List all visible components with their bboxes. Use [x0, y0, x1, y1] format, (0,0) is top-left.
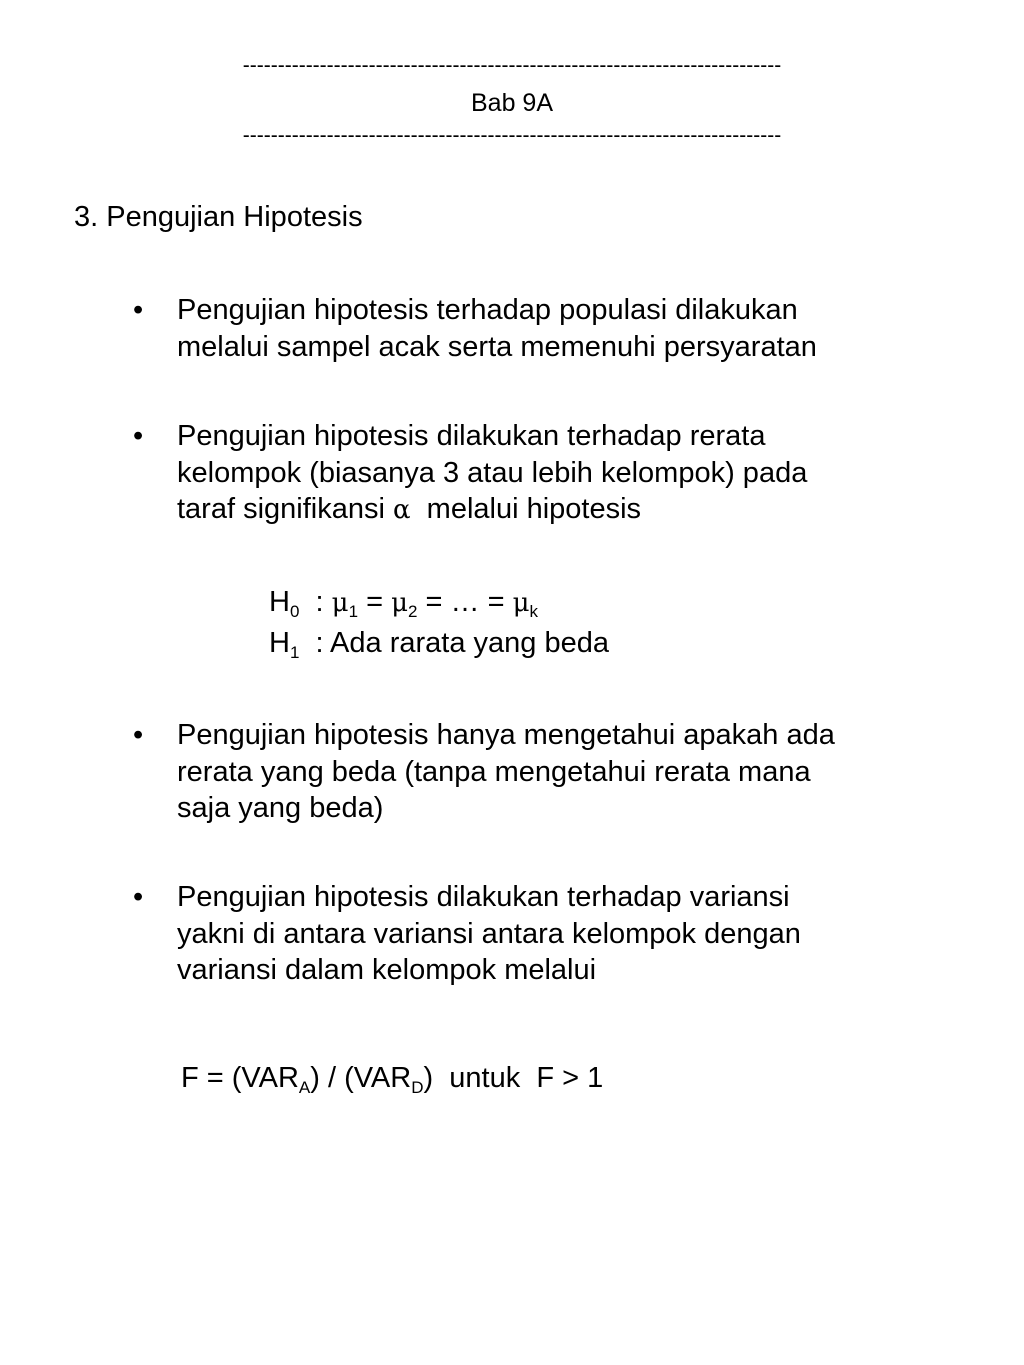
bullet-line: yakni di antara variansi antara kelompok dengan — [177, 917, 801, 950]
chapter-title: Bab 9A — [470, 89, 553, 117]
bullet-line: variansi dalam kelompok melalui — [177, 954, 597, 986]
formula-middle: ) / (VAR — [310, 1062, 412, 1094]
header-dash-bottom: ----------------------------------------------------------------------------- — [242, 124, 782, 147]
bullet-line: saja yang beda) — [177, 792, 384, 824]
bullet-text — [177, 717, 977, 827]
mu-subscript-k: k — [529, 602, 538, 621]
mu-symbol: μ — [512, 588, 530, 618]
equals-sign: = — [358, 586, 392, 618]
bullet-line: Pengujian hipotesis terhadap populasi dilakukan — [177, 294, 798, 326]
mu-symbol: μ — [391, 588, 408, 618]
bullet-line: Pengujian hipotesis hanya mengetahui apakah ada — [177, 719, 835, 751]
formula-prefix: F = (VAR — [181, 1062, 299, 1094]
formula-subscript-d: D — [411, 1078, 424, 1097]
hypothesis-h0 — [269, 584, 538, 621]
bullet-line — [177, 491, 977, 529]
hypothesis-h1 — [269, 625, 609, 661]
header-dash-top: ----------------------------------------------------------------------------- — [242, 54, 782, 77]
bullet-marker: • — [133, 294, 144, 326]
h1-subscript: 1 — [289, 643, 300, 662]
bullet-line: kelompok (biasanya 3 atau lebih kelompok) pada — [177, 456, 808, 489]
bullet-marker: • — [133, 719, 144, 751]
bullet-text — [177, 292, 977, 365]
h1-symbol: H — [269, 627, 290, 659]
f-formula — [181, 1060, 603, 1096]
bullet-line: rerata yang beda (tanpa mengetahui rerata mana — [177, 755, 811, 788]
h1-text: : Ada rarata yang beda — [299, 627, 609, 659]
bullet-line: melalui sampel acak serta memenuhi persyaratan — [177, 330, 817, 363]
formula-subscript-a: A — [298, 1078, 311, 1097]
bullet-text — [177, 879, 977, 989]
equals-ellipsis: = … = — [417, 586, 513, 618]
mu-subscript-2: 2 — [408, 602, 418, 621]
bullet-line-prefix: taraf signifikansi — [177, 493, 393, 525]
h0-symbol: H — [269, 586, 290, 618]
mu-subscript-1: 1 — [348, 602, 359, 621]
bullet-line: Pengujian hipotesis dilakukan terhadap rerata — [177, 420, 766, 452]
mu-symbol: μ — [331, 588, 349, 618]
bullet-marker: • — [133, 420, 144, 452]
section-title: 3. Pengujian Hipotesis — [74, 201, 363, 233]
alpha-symbol: α — [393, 495, 411, 525]
h0-subscript: 0 — [289, 602, 300, 621]
formula-suffix: ) untuk F > 1 — [423, 1062, 604, 1094]
bullet-text — [177, 418, 977, 529]
bullet-line: Pengujian hipotesis dilakukan terhadap variansi — [177, 881, 790, 913]
bullet-marker: • — [133, 881, 144, 913]
bullet-line-suffix: melalui hipotesis — [410, 493, 642, 525]
h0-colon: : — [299, 586, 332, 618]
